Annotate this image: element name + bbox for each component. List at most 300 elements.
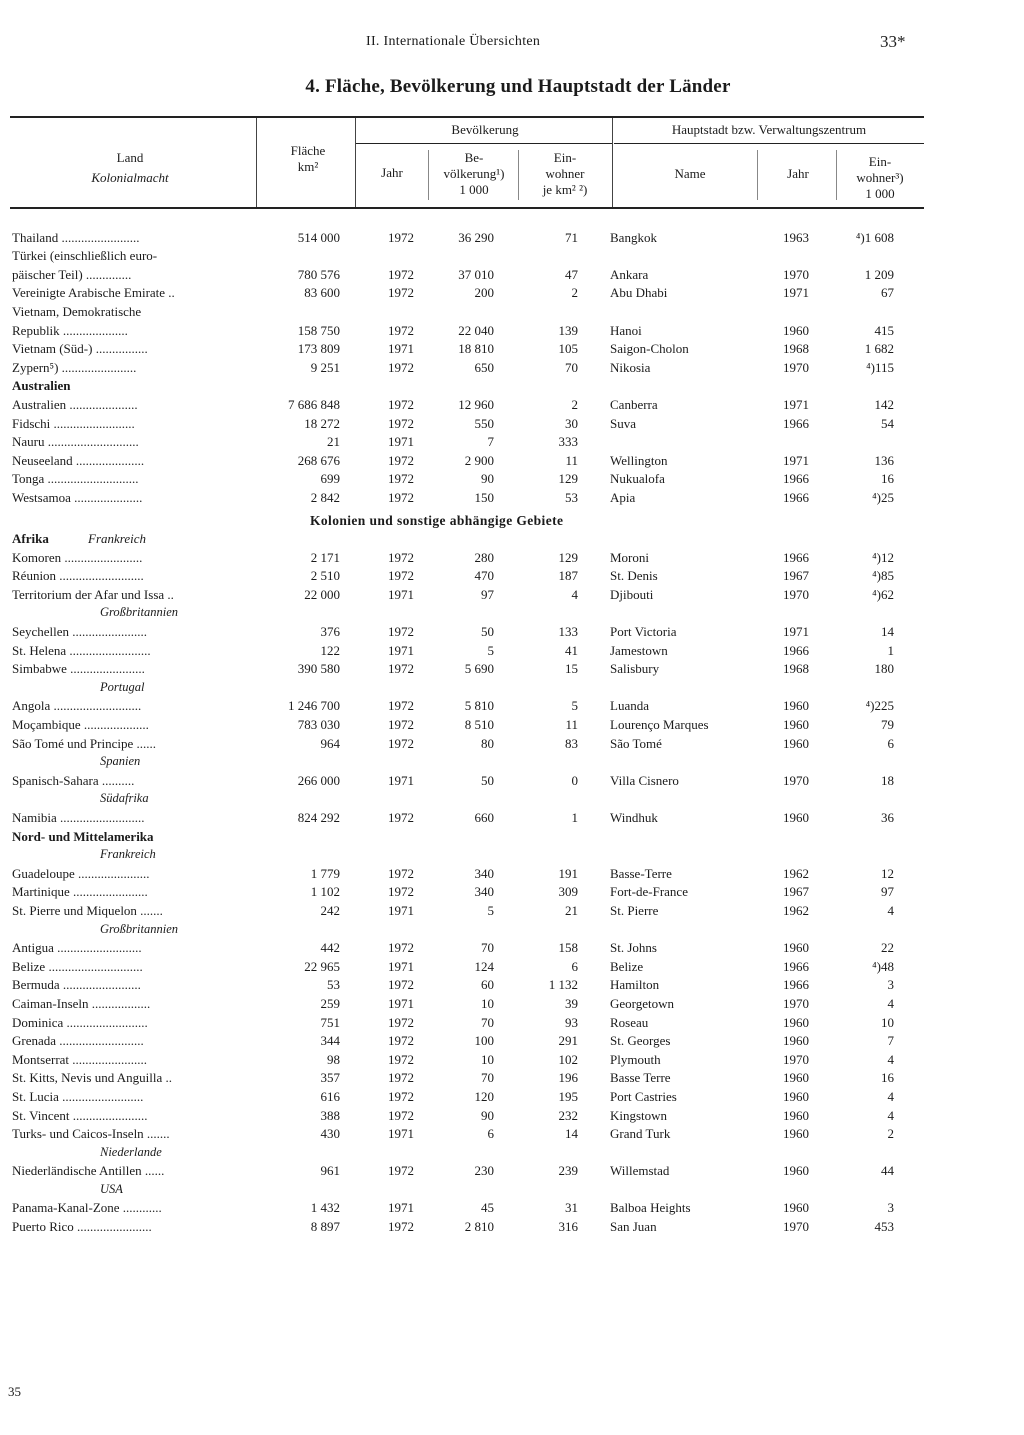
cell-flaeche — [258, 300, 368, 319]
cell-jahr: 1972 — [388, 1163, 414, 1179]
cell-dichte: 158 — [558, 940, 578, 956]
table-row — [10, 486, 898, 505]
cell-dichte: 71 — [565, 229, 578, 245]
cell-jahr: 1972 — [388, 452, 414, 468]
cell-flaeche — [258, 245, 368, 264]
cell-hjahr: 1960 — [783, 1070, 809, 1086]
cell-hjahr: 1960 — [783, 810, 809, 825]
cell-hname: Basse-Terre — [610, 865, 672, 881]
subgroup-row — [10, 918, 898, 937]
cell-flaeche: 8 897 — [310, 1219, 340, 1235]
cell-hjahr: 1967 — [783, 568, 809, 584]
cell-dichte: 41 — [565, 642, 578, 658]
cell-flaeche: 1 432 — [310, 1200, 340, 1216]
cell-hjahr — [758, 300, 834, 319]
cell-hew: 67 — [881, 285, 894, 301]
cell-hjahr: 1963 — [783, 229, 809, 245]
cell-land: Neuseeland ..................... — [12, 452, 145, 468]
table-title: 4. Fläche, Bevölkerung und Hauptstadt der Länder — [305, 76, 731, 97]
cell-hew: ⁴)85 — [872, 568, 894, 584]
cell-land: Nauru ............................ — [12, 434, 139, 450]
table-row — [10, 263, 898, 282]
cell-dichte: 53 — [565, 489, 578, 505]
cell-hname: Moroni — [610, 549, 649, 565]
cell-dichte: 39 — [565, 995, 578, 1011]
cell-bev — [434, 300, 508, 319]
cell-land: Guadeloupe ...................... — [12, 865, 150, 881]
table-row — [10, 1160, 898, 1179]
hauptstadt-group-rule — [614, 143, 924, 144]
table-row — [10, 1067, 898, 1086]
header-top-rule — [10, 116, 924, 118]
cell-flaeche: 98 — [327, 1051, 340, 1067]
cell-hname: Salisbury — [610, 661, 660, 677]
table-row — [10, 583, 898, 602]
table-row — [10, 862, 898, 881]
subgroup-spacer — [258, 918, 898, 937]
cell-hjahr: 1968 — [783, 341, 809, 357]
cell-flaeche: 2 842 — [310, 489, 340, 505]
cell-jahr: 1972 — [388, 1033, 414, 1049]
cell-hjahr: 1960 — [783, 698, 809, 714]
cell-land: Grenada .......................... — [12, 1033, 144, 1049]
cell-bev: 2 900 — [464, 452, 494, 468]
cell-jahr: 1971 — [388, 1200, 414, 1216]
footer-page-number: 35 — [8, 1384, 21, 1399]
cell-flaeche: 699 — [320, 471, 340, 487]
cell-hjahr: 1960 — [783, 735, 809, 751]
cell-jahr: 1972 — [388, 359, 414, 375]
col-sep-hauptstadt — [612, 118, 613, 207]
cell-hname: Ankara — [610, 266, 649, 282]
cell-hname: St. Johns — [610, 940, 657, 956]
table-row — [10, 1030, 898, 1049]
cell-hew: 415 — [874, 322, 894, 338]
cell-flaeche: 7 686 848 — [288, 396, 340, 412]
table-row — [10, 1104, 898, 1123]
cell-hew: 3 — [887, 977, 894, 993]
cell-dichte: 1 132 — [548, 977, 578, 993]
cell-bev: 120 — [474, 1088, 494, 1104]
cell-jahr: 1972 — [388, 624, 414, 640]
cell-flaeche: 783 030 — [297, 717, 340, 733]
cell-flaeche: 18 272 — [304, 415, 340, 431]
cell-land: Dominica ......................... — [12, 1014, 148, 1030]
table-row — [10, 620, 898, 639]
cell-hjahr: 1962 — [783, 902, 809, 918]
cell-land: Simbabwe ....................... — [12, 661, 145, 677]
table-row — [10, 565, 898, 584]
cell-land: Vietnam (Süd-) ................ — [12, 341, 148, 357]
cell-flaeche: 2 510 — [310, 568, 340, 584]
cell-jahr — [368, 300, 434, 319]
cell-dichte — [508, 300, 596, 319]
header-hew-3: 1 000 — [865, 186, 895, 201]
cell-jahr: 1971 — [388, 772, 414, 788]
table-row — [10, 881, 898, 900]
cell-flaeche: 430 — [320, 1126, 340, 1142]
table-row — [10, 937, 898, 956]
cell-flaeche: 964 — [320, 735, 340, 751]
cell-dichte: 6 — [571, 958, 578, 974]
cell-land: St. Kitts, Nevis und Anguilla .. — [12, 1070, 172, 1086]
cell-jahr: 1972 — [388, 940, 414, 956]
cell-hname: Port Castries — [610, 1088, 677, 1104]
cell-land: Komoren ........................ — [12, 549, 143, 565]
cell-hjahr: 1970 — [783, 1219, 809, 1235]
cell-jahr: 1972 — [388, 285, 414, 301]
cell-hjahr: 1967 — [783, 884, 809, 900]
cell-flaeche: 158 750 — [297, 322, 340, 338]
cell-jahr: 1971 — [388, 434, 414, 450]
header-name: Name — [674, 166, 706, 181]
cell-land: päischer Teil) .............. — [12, 266, 132, 282]
table-row — [10, 1197, 898, 1216]
cell-hew: 22 — [881, 940, 894, 956]
cell-jahr: 1971 — [388, 958, 414, 974]
cell-flaeche: 780 576 — [297, 266, 340, 282]
cell-flaeche: 1 102 — [310, 884, 340, 900]
cell-flaeche: 259 — [320, 995, 340, 1011]
cell-land: Turks- und Caicos-Inseln ....... — [12, 1126, 170, 1142]
cell-hname: Hanoi — [610, 322, 642, 338]
cell-land: Seychellen ....................... — [12, 624, 148, 640]
cell-bev: 650 — [474, 359, 494, 375]
table-row — [10, 546, 898, 565]
cell-hew: 36 — [881, 810, 894, 825]
cell-hname: Georgetown — [610, 995, 675, 1011]
cell-hew: 3 — [887, 1200, 894, 1216]
cell-land: Puerto Rico ....................... — [12, 1219, 152, 1235]
subgroup-spacer — [258, 844, 898, 863]
cell-hname: Basse Terre — [610, 1070, 671, 1086]
cell-hjahr: 1960 — [783, 322, 809, 338]
header-bottom-rule — [10, 207, 924, 209]
header-kolonialmacht: Kolonialmacht — [91, 170, 169, 185]
cell-flaeche: 616 — [320, 1088, 340, 1104]
subgroup-row — [10, 788, 898, 807]
cell-bev: 90 — [481, 1107, 494, 1123]
cell-hew — [834, 300, 898, 319]
cell-bev: 70 — [481, 940, 494, 956]
header-hew-2: wohner³) — [856, 170, 904, 185]
cell-dichte: 15 — [565, 661, 578, 677]
cell-bev: 150 — [474, 489, 494, 505]
cell-bev: 2 810 — [464, 1219, 494, 1235]
table-row — [10, 639, 898, 658]
cell-flaeche: 1 246 700 — [288, 698, 340, 714]
cell-hew: 180 — [874, 661, 894, 677]
cell-hname — [596, 300, 758, 319]
cell-bev: 5 810 — [464, 698, 494, 714]
cell-dichte: 70 — [565, 359, 578, 375]
cell-bev: 12 960 — [458, 396, 494, 412]
header-flaeche: Fläche — [290, 143, 326, 158]
cell-land: Türkei (einschließlich euro- — [12, 248, 158, 264]
cell-hew: 44 — [881, 1163, 894, 1179]
header-jahr: Jahr — [381, 165, 403, 180]
cell-dichte: 0 — [571, 772, 578, 788]
cell-flaeche: 122 — [320, 642, 340, 658]
group-label: Nord- und Mittelamerika — [12, 828, 154, 844]
cell-hew: 4 — [887, 1051, 894, 1067]
cell-jahr: 1972 — [388, 229, 414, 245]
table-row — [10, 1215, 898, 1234]
cell-bev: 660 — [474, 810, 494, 825]
cell-jahr: 1972 — [388, 717, 414, 733]
cell-hname: Nikosia — [610, 359, 651, 375]
cell-dichte: 187 — [558, 568, 578, 584]
col-sep-h-jahr — [757, 150, 758, 200]
cell-flaeche: 268 676 — [297, 452, 340, 468]
cell-jahr: 1971 — [388, 586, 414, 602]
group-label: Australien — [12, 378, 71, 394]
subgroup-label: Frankreich — [100, 847, 156, 862]
cell-flaeche: 390 580 — [297, 661, 340, 677]
cell-land: Niederländische Antillen ...... — [12, 1163, 165, 1179]
cell-dichte: 191 — [558, 865, 578, 881]
table-row — [10, 245, 898, 264]
cell-bev: 80 — [481, 735, 494, 751]
cell-bev: 5 — [487, 642, 494, 658]
header-bevoelkerung-2: völkerung¹) — [443, 166, 505, 181]
cell-hname: San Juan — [610, 1219, 657, 1235]
cell-hew: 136 — [874, 452, 894, 468]
col-sep-bev-dichte — [518, 150, 519, 200]
cell-hname: Grand Turk — [610, 1126, 671, 1142]
cell-dichte: 316 — [558, 1219, 578, 1235]
cell-dichte: 83 — [565, 735, 578, 751]
group-power: Frankreich — [88, 531, 146, 547]
cell-bev: 10 — [481, 995, 494, 1011]
cell-flaeche: 9 251 — [310, 359, 340, 375]
cell-hname — [596, 245, 758, 264]
cell-hname: Canberra — [610, 396, 658, 412]
table-row — [10, 1085, 898, 1104]
cell-flaeche: 242 — [320, 902, 340, 918]
cell-hjahr: 1960 — [783, 1200, 809, 1216]
cell-hjahr: 1971 — [783, 452, 809, 468]
cell-jahr — [368, 245, 434, 264]
cell-flaeche: 83 600 — [304, 285, 340, 301]
cell-flaeche: 1 779 — [310, 865, 340, 881]
header-einwohner-1: Ein- — [553, 150, 577, 165]
cell-bev — [434, 245, 508, 264]
cell-land: Republik .................... — [12, 322, 128, 338]
group-row — [10, 528, 898, 547]
cell-jahr: 1972 — [388, 977, 414, 993]
cell-jahr: 1972 — [388, 810, 414, 825]
cell-hname: Kingstown — [610, 1107, 668, 1123]
cell-bev: 124 — [474, 958, 494, 974]
cell-bev: 5 — [487, 902, 494, 918]
cell-hjahr: 1960 — [783, 1107, 809, 1123]
cell-land: St. Lucia ......................... — [12, 1088, 144, 1104]
cell-dichte: 31 — [565, 1200, 578, 1216]
cell-bev: 340 — [474, 865, 494, 881]
cell-hew: ⁴)225 — [865, 698, 894, 714]
cell-hjahr: 1966 — [783, 415, 809, 431]
cell-land: Montserrat ....................... — [12, 1051, 148, 1067]
table-row — [10, 899, 898, 918]
cell-hname: Roseau — [610, 1014, 649, 1030]
subgroup-row — [10, 844, 898, 863]
cell-hname — [596, 431, 758, 450]
cell-bev: 70 — [481, 1070, 494, 1086]
cell-hjahr: 1968 — [783, 661, 809, 677]
cell-hjahr: 1966 — [783, 977, 809, 993]
cell-hjahr: 1966 — [783, 958, 809, 974]
page-number: 33* — [880, 32, 906, 51]
cell-hjahr: 1970 — [783, 586, 809, 602]
cell-hew: ⁴)115 — [866, 359, 894, 375]
cell-hname: Lourenço Marques — [610, 717, 709, 733]
cell-jahr: 1972 — [388, 266, 414, 282]
subgroup-spacer — [258, 1178, 898, 1197]
cell-jahr: 1972 — [388, 865, 414, 881]
table-row — [10, 226, 898, 245]
cell-bev: 10 — [481, 1051, 494, 1067]
cell-hjahr: 1966 — [783, 489, 809, 505]
cell-land: Tonga ............................ — [12, 471, 139, 487]
section-header: Kolonien und sonstige abhängige Gebiete — [310, 512, 564, 528]
cell-bev: 70 — [481, 1014, 494, 1030]
table-row — [10, 769, 898, 788]
cell-land: Angola ........................... — [12, 698, 142, 714]
cell-hjahr: 1970 — [783, 1051, 809, 1067]
cell-hew: ⁴)48 — [872, 958, 894, 974]
header-bevoelkerung-group: Bevölkerung — [451, 122, 519, 137]
cell-land: Territorium der Afar und Issa .. — [12, 586, 174, 602]
cell-dichte: 333 — [558, 434, 578, 450]
table-row — [10, 468, 898, 487]
cell-flaeche: 22 000 — [304, 586, 340, 602]
cell-dichte: 309 — [558, 884, 578, 900]
cell-hew: 12 — [881, 865, 894, 881]
cell-hew: ⁴)12 — [872, 549, 894, 565]
cell-dichte: 105 — [558, 341, 578, 357]
cell-hjahr: 1960 — [783, 1014, 809, 1030]
cell-hew: 18 — [881, 772, 894, 788]
table-row — [10, 319, 898, 338]
cell-jahr: 1972 — [388, 471, 414, 487]
cell-bev: 18 810 — [458, 341, 494, 357]
cell-hew: 142 — [874, 396, 894, 412]
cell-hew: ⁴)25 — [872, 489, 894, 505]
cell-bev: 280 — [474, 549, 494, 565]
cell-dichte: 14 — [565, 1126, 578, 1142]
cell-dichte: 2 — [571, 285, 578, 301]
subgroup-label: Großbritannien — [100, 921, 179, 936]
cell-hjahr: 1960 — [783, 717, 809, 733]
cell-flaeche: 357 — [320, 1070, 340, 1086]
cell-hname: Hamilton — [610, 977, 660, 993]
cell-hew: 2 — [887, 1126, 894, 1142]
cell-hname: St. Denis — [610, 568, 658, 584]
cell-hew: 14 — [881, 624, 894, 640]
cell-flaeche: 53 — [327, 977, 340, 993]
cell-bev: 200 — [474, 285, 494, 301]
table-row — [10, 806, 898, 825]
cell-hew: 97 — [881, 884, 894, 900]
col-sep-bevoelkerung — [355, 118, 356, 207]
cell-jahr: 1972 — [388, 1219, 414, 1235]
table-row — [10, 449, 898, 468]
section-header-row — [10, 505, 898, 528]
cell-dichte: 21 — [565, 902, 578, 918]
cell-jahr: 1971 — [388, 902, 414, 918]
cell-bev: 50 — [481, 772, 494, 788]
cell-flaeche: 961 — [320, 1163, 340, 1179]
cell-hew: 1 682 — [864, 341, 894, 357]
cell-land: Westsamoa ..................... — [12, 489, 143, 505]
cell-bev: 97 — [481, 586, 494, 602]
group-label: Afrika — [12, 531, 49, 547]
cell-hname: Saigon-Cholon — [610, 341, 689, 357]
cell-dichte: 5 — [571, 698, 578, 714]
cell-dichte: 11 — [565, 452, 578, 468]
cell-flaeche: 751 — [320, 1014, 340, 1030]
cell-hew — [834, 431, 898, 450]
cell-dichte: 11 — [565, 717, 578, 733]
cell-dichte: 93 — [565, 1014, 578, 1030]
cell-hew: 4 — [887, 995, 894, 1011]
table-row — [10, 974, 898, 993]
cell-bev: 5 690 — [464, 661, 494, 677]
cell-land: Fidschi ......................... — [12, 415, 135, 431]
table-row — [10, 1048, 898, 1067]
cell-hname: St. Georges — [610, 1033, 671, 1049]
cell-jahr: 1972 — [388, 489, 414, 505]
cell-bev: 8 510 — [464, 717, 494, 733]
cell-dichte: 129 — [558, 471, 578, 487]
cell-land: Thailand ........................ — [12, 229, 140, 245]
cell-dichte: 195 — [558, 1088, 578, 1104]
table-row — [10, 658, 898, 677]
group-row — [10, 375, 898, 394]
cell-bev: 6 — [487, 1126, 494, 1142]
cell-jahr: 1972 — [388, 1107, 414, 1123]
col-sep-bev-jahr — [428, 150, 429, 200]
cell-dichte — [508, 245, 596, 264]
cell-hjahr: 1966 — [783, 471, 809, 487]
cell-jahr: 1972 — [388, 1051, 414, 1067]
subgroup-label: Großbritannien — [100, 605, 179, 620]
data-table — [10, 226, 898, 1234]
table-row — [10, 300, 898, 319]
cell-jahr: 1971 — [388, 1126, 414, 1142]
cell-jahr: 1971 — [388, 341, 414, 357]
cell-hname: Nukualofa — [610, 471, 665, 487]
cell-hjahr: 1960 — [783, 940, 809, 956]
cell-hjahr: 1971 — [783, 285, 809, 301]
cell-flaeche: 266 000 — [297, 772, 340, 788]
cell-bev: 7 — [487, 434, 494, 450]
cell-hname: Plymouth — [610, 1051, 661, 1067]
cell-flaeche: 388 — [320, 1107, 340, 1123]
cell-hname: Jamestown — [610, 642, 668, 658]
cell-dichte: 102 — [558, 1051, 578, 1067]
header-hew-1: Ein- — [868, 154, 892, 169]
header-hjahr: Jahr — [787, 166, 809, 181]
cell-hname: Villa Cisnero — [610, 772, 679, 788]
cell-hew: 4 — [887, 902, 894, 918]
header-bevoelkerung-3: 1 000 — [459, 182, 489, 197]
table-row — [10, 412, 898, 431]
table-body — [10, 226, 898, 1234]
subgroup-label: Portugal — [100, 679, 145, 694]
table-row — [10, 955, 898, 974]
